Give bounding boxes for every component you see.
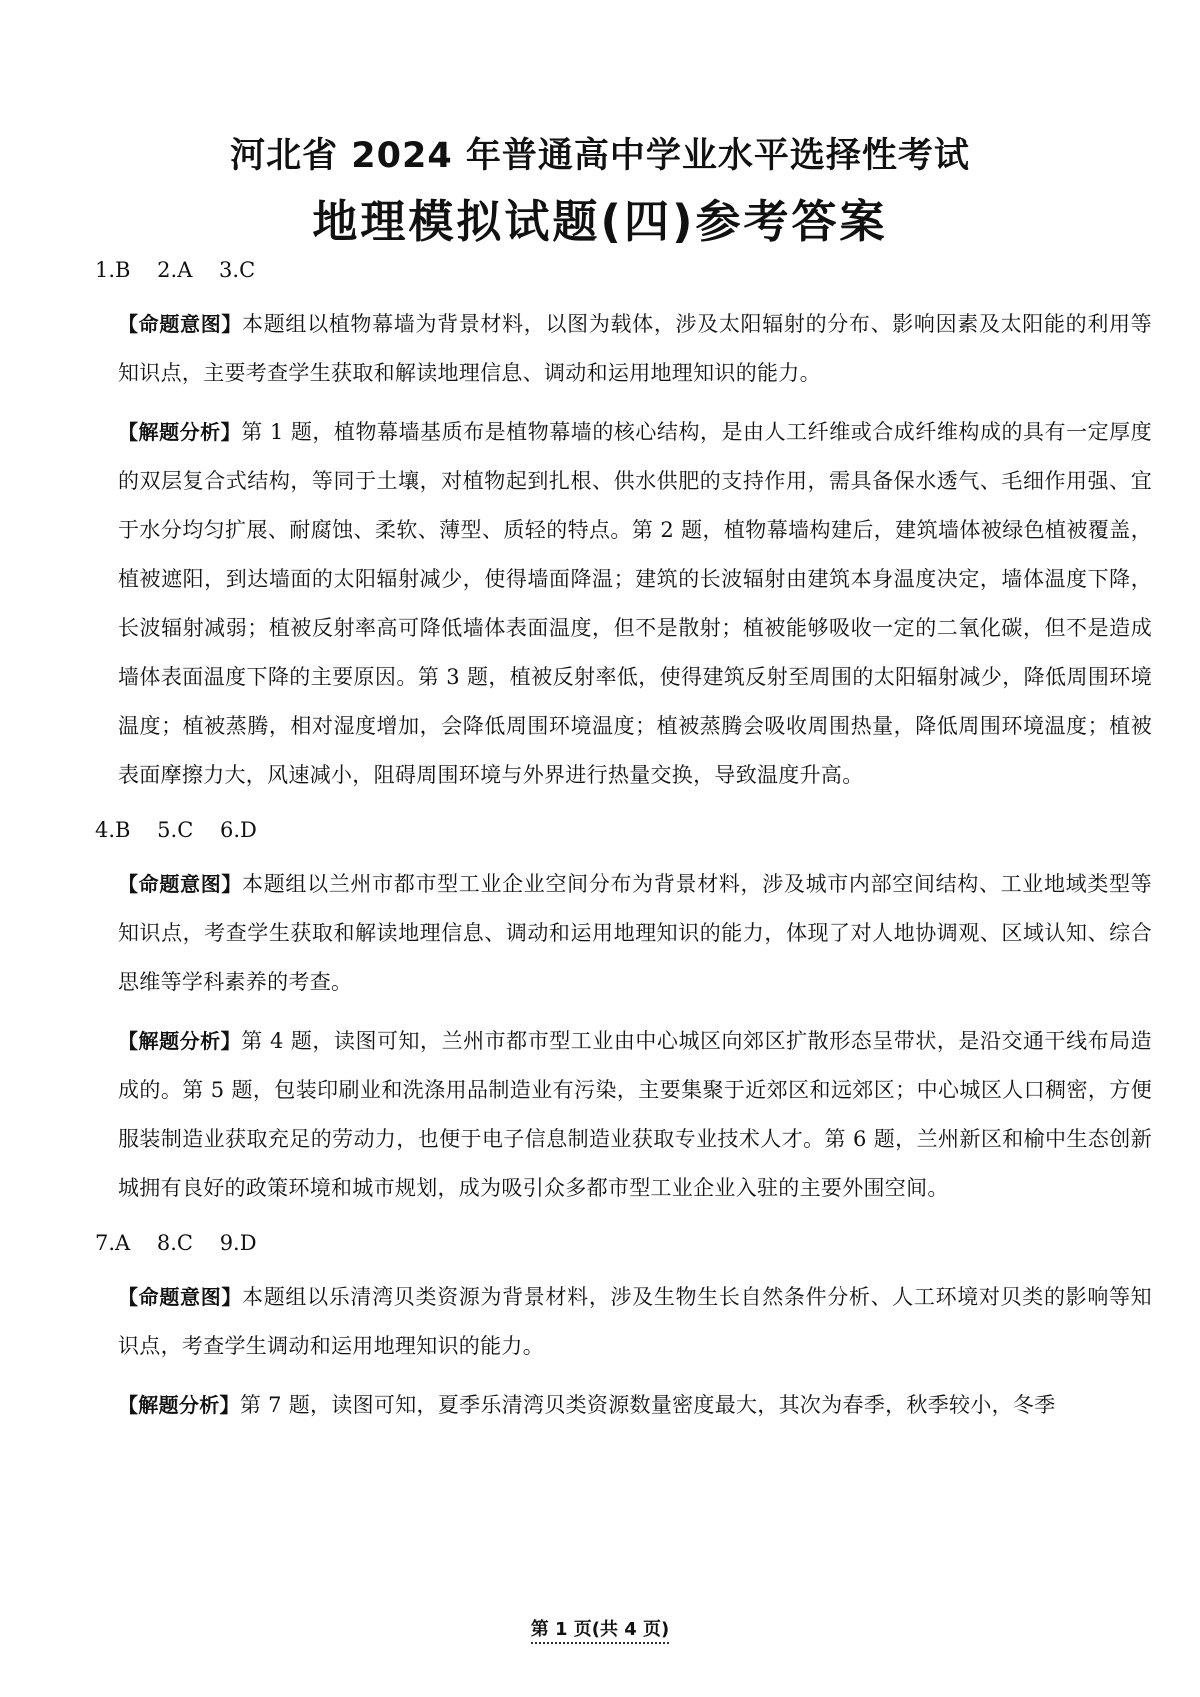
intent-paragraph [118, 860, 1152, 1007]
analysis-paragraph [118, 1381, 1152, 1430]
answer-item: 6.D [219, 818, 257, 842]
intent-paragraph [118, 300, 1152, 398]
analysis-label: 【解题分析】 [118, 1029, 242, 1053]
answer-key-line [95, 1223, 1200, 1263]
exam-subtitle: 地理模拟试题(四)参考答案 [312, 195, 888, 248]
intent-paragraph [118, 1273, 1152, 1371]
analysis-text: 第 4 题，读图可知，兰州市都市型工业由中心城区向郊区扩散形态呈带状，是沿交通干线布局造成的。第 5 题，包装印刷业和洗涤用品制造业有污染，主要集聚于近郊区和远郊区；中心城区人口稠密，方便服装制造业获取充足的劳动力，也便于电子信息制造业获取专业技术人才。第 6 题，兰州新区和榆中生态创新城拥有良好的政策环境和城市规划，成为吸引众多都市型工业企业入驻的主要外围空间。 [118, 1029, 1152, 1200]
intent-label: 【命题意图】 [118, 1285, 243, 1309]
intent-text: 本题组以乐清湾贝类资源为背景材料，涉及生物生长自然条件分析、人工环境对贝类的影响等知识点，考查学生调动和运用地理知识的能力。 [118, 1285, 1152, 1358]
answer-key-line [95, 810, 1200, 850]
answer-item: 1.B [95, 258, 131, 282]
page-number: 第 1 页(共 4 页) [531, 1619, 670, 1644]
analysis-text: 第 1 题，植物幕墙基质布是植物幕墙的核心结构，是由人工纤维或合成纤维构成的具有一定厚度的双层复合式结构，等同于土壤，对植物起到扎根、供水供肥的支持作用，需具备保水透气、毛细作用强、宜于水分均匀扩展、耐腐蚀、柔软、薄型、质轻的特点。第 2 题，植物幕墙构建后，建筑墙体被绿色植被覆盖，植被遮阳，到达墙面的太阳辐射减少，使得墙面降温；建筑的长波辐射由建筑本身温度决定，墙体温度下降，长波辐射减弱；植被反射率高可降低墙体表面温度，但不是散射；植被能够吸收一定的二氧化碳，但不是造成墙体表面温度下降的主要原因。第 3 题，植被反射率低，使得建筑反射至周围的太阳辐射减少，降低周围环境温度；植被蒸腾，相对湿度增加，会降低周围环境温度；植被蒸腾会吸收周围热量，降低周围环境温度；植被表面摩擦力大，风速减小，阻碍周围环境与外界进行热量交换，导致温度升高。 [118, 420, 1152, 787]
answer-item: 7.A [95, 1231, 131, 1255]
answer-item: 4.B [95, 818, 131, 842]
answer-item: 9.D [219, 1231, 257, 1255]
analysis-text: 第 7 题，读图可知，夏季乐清湾贝类资源数量密度最大，其次为春季，秋季较小，冬季 [239, 1393, 1056, 1417]
intent-text: 本题组以兰州市都市型工业企业空间分布为背景材料，涉及城市内部空间结构、工业地域类型等知识点，考查学生获取和解读地理信息、调动和运用地理知识的能力，体现了对人地协调观、区域认知、综合思维等学科素养的考查。 [118, 872, 1152, 994]
answer-content [0, 250, 1200, 1440]
answer-item: 8.C [156, 1231, 193, 1255]
answer-key-line [95, 250, 1200, 290]
analysis-label: 【解题分析】 [118, 1393, 240, 1417]
answer-item: 5.C [157, 818, 194, 842]
intent-text: 本题组以植物幕墙为背景材料，以图为载体，涉及太阳辐射的分布、影响因素及太阳能的利用等知识点，主要考查学生获取和解读地理信息、调动和运用地理知识的能力。 [118, 312, 1152, 385]
exam-title: 河北省 2024 年普通高中学业水平选择性考试 [230, 136, 970, 176]
analysis-paragraph [118, 408, 1152, 800]
analysis-label: 【解题分析】 [118, 420, 242, 444]
page-footer [0, 1615, 1200, 1641]
intent-label: 【命题意图】 [118, 312, 243, 336]
analysis-paragraph [118, 1017, 1152, 1213]
intent-label: 【命题意图】 [118, 872, 243, 896]
answer-item: 3.C [219, 258, 256, 282]
answer-item: 2.A [157, 258, 193, 282]
